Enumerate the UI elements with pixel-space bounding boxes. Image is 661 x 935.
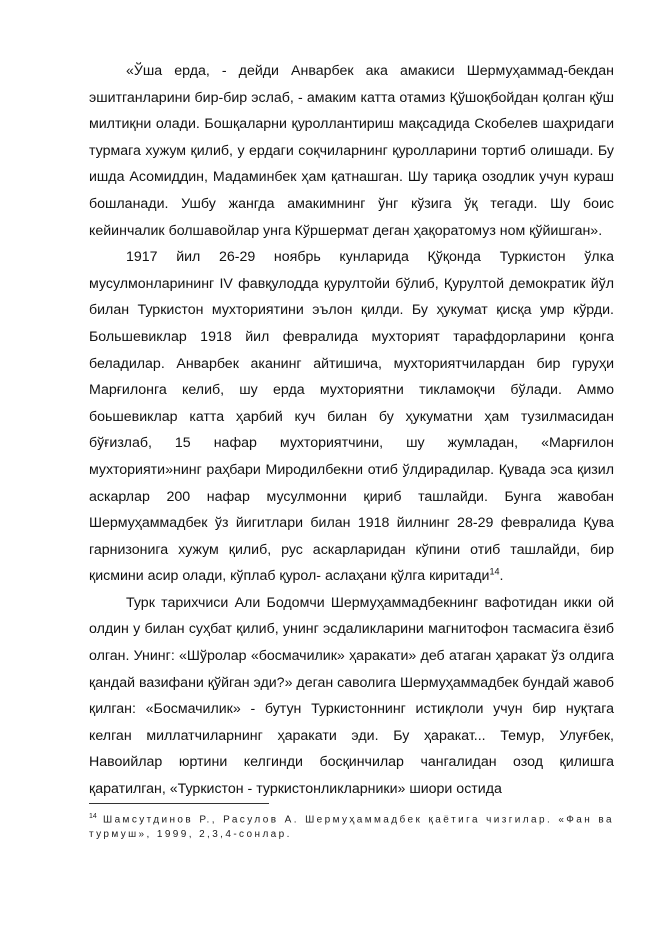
footnote-reference: 14 <box>489 566 500 577</box>
paragraph-3: Турк тарихчиси Али Бодомчи Шермуҳаммадбекнинг вафотидан икки ой олдин у билан суҳбат қилиб, унинг эсдаликларини магнитофон тасмасига ёзиб олган. Унинг: «Шўролар «босмачилик» ҳаракати» деб атаган ҳаракат ўз олдига қандай вазифани қўйган эди?» деган саволига Шермуҳаммадбек бундай жавоб қилган: «Босмачилик» - бутун Туркистоннинг истиқлоли учун бир нуқтага келган миллатчиларнинг ҳаракати эди. Бу ҳаракат... Темур, Улуғбек, Навоийлар юртини келгинди босқинчилар чангалидан озод қилишга қаратилган, «Туркистон - туркистонликларники» шиори остида <box>89 594 614 798</box>
footnote-text: Шамсутдинов Р., Расулов А. Шермуҳаммадбек қаётига чизгилар. «Фан ва турмуш», 1999, 2,3,4-сонлар. <box>89 814 614 841</box>
paragraph-1: «Ўша ерда, - дейди Анварбек ака амакиси Шермуҳаммад-бекдан эшитганларини бир-бир эслаб, - амаким катта отамиз Қўшоқбойдан қолган қўш милтиқни олади. Бошқаларни қуроллантириш мақсадида Скобелев шаҳридаги турмага хужум қилиб, у ердаги соқчиларнинг қуролларини тортиб олишади. Бу ишда Асомиддин, Мадаминбек ҳам қатнашган. Шу тариқа озодлик учун кураш бошланади. Ушбу жангда амакимнинг ўнг кўзига ўқ тегади. Шу боис кейинчалик болшавойлар унга Кўршермат деган ҳақоратомуз ном қўйишган». <box>89 63 614 239</box>
body-text <box>89 58 614 803</box>
footnote-separator <box>89 803 269 804</box>
footnote <box>89 809 614 842</box>
paragraph-2: 1917 йил 26-29 ноябрь кунларида Қўқонда Туркистон ўлка мусулмонларининг IV фавқулодда қурултойи бўлиб, Қурултой демократик йўл билан Туркистон мухториятини эълон қилди. Бу ҳукумат қисқа умр кўрди. Большевиклар 1918 йил февралида мухторият тарафдорларини қонга беладилар. Анварбек аканинг айтишича, мухториятчилардан бир гуруҳи Марғилонга келиб, шу ерда мухториятни тикламоқчи бўлади. Аммо боьшевиклар катта ҳарбий куч билан бу ҳукуматни ҳам тузилмасидан бўғизлаб, 15 нафар мухториятчини, шу жумладан, «Марғилон мухторияти»нинг раҳбари Миродилбекни отиб ўлдирадилар. Қувада эса қизил аскарлар 200 нафар мусулмонни қириб ташлайди. Бунга жавобан Шермуҳаммадбек ўз йигитлари билан 1918 йилнинг 28-29 февралида Қува гарнизонига хужум қилиб, рус аскарларидан кўпини отиб ташлайди, бир қисмини асир олади, кўплаб қурол- аслаҳани қўлга киритади$^{14}$. <box>89 249 614 585</box>
footnote-number: 14 <box>89 813 97 820</box>
paragraph-2-text: 1917 йил 26-29 ноябрь кунларида Қўқонда Туркистон ўлка мусулмонларининг IV фавқулодда қурултойи бўлиб, Қурултой демократик йўл билан Туркистон мухториятини эълон қилди. Бу ҳукумат қисқа умр кўрди. Большевиклар 1918 йил февралида мухторият тарафдорларини қонга беладилар. Анварбек аканинг айтишича, мухториятчилардан бир гуруҳи Марғилонга келиб, шу ерда мухториятни тикламоқчи бўлади. Аммо боьшевиклар катта ҳарбий куч билан бу ҳукуматни ҳам тузилмасидан бўғизлаб, 15 нафар мухториятчини, шу жумладан, «Марғилон мухторияти»нинг раҳбари Миродилбекни отиб ўлдирадилар. Қувада эса қизил аскарлар 200 нафар мусулмонни қириб ташлайди. Бунга жавобан Шермуҳаммадбек ўз йигитлари билан 1918 йилнинг 28-29 февралида Қува гарнизонига хужум қилиб, рус аскарларидан кўпини отиб ташлайди, бир қисмини асир олади, кўплаб қурол- аслаҳани қўлга киритади <box>89 249 614 585</box>
